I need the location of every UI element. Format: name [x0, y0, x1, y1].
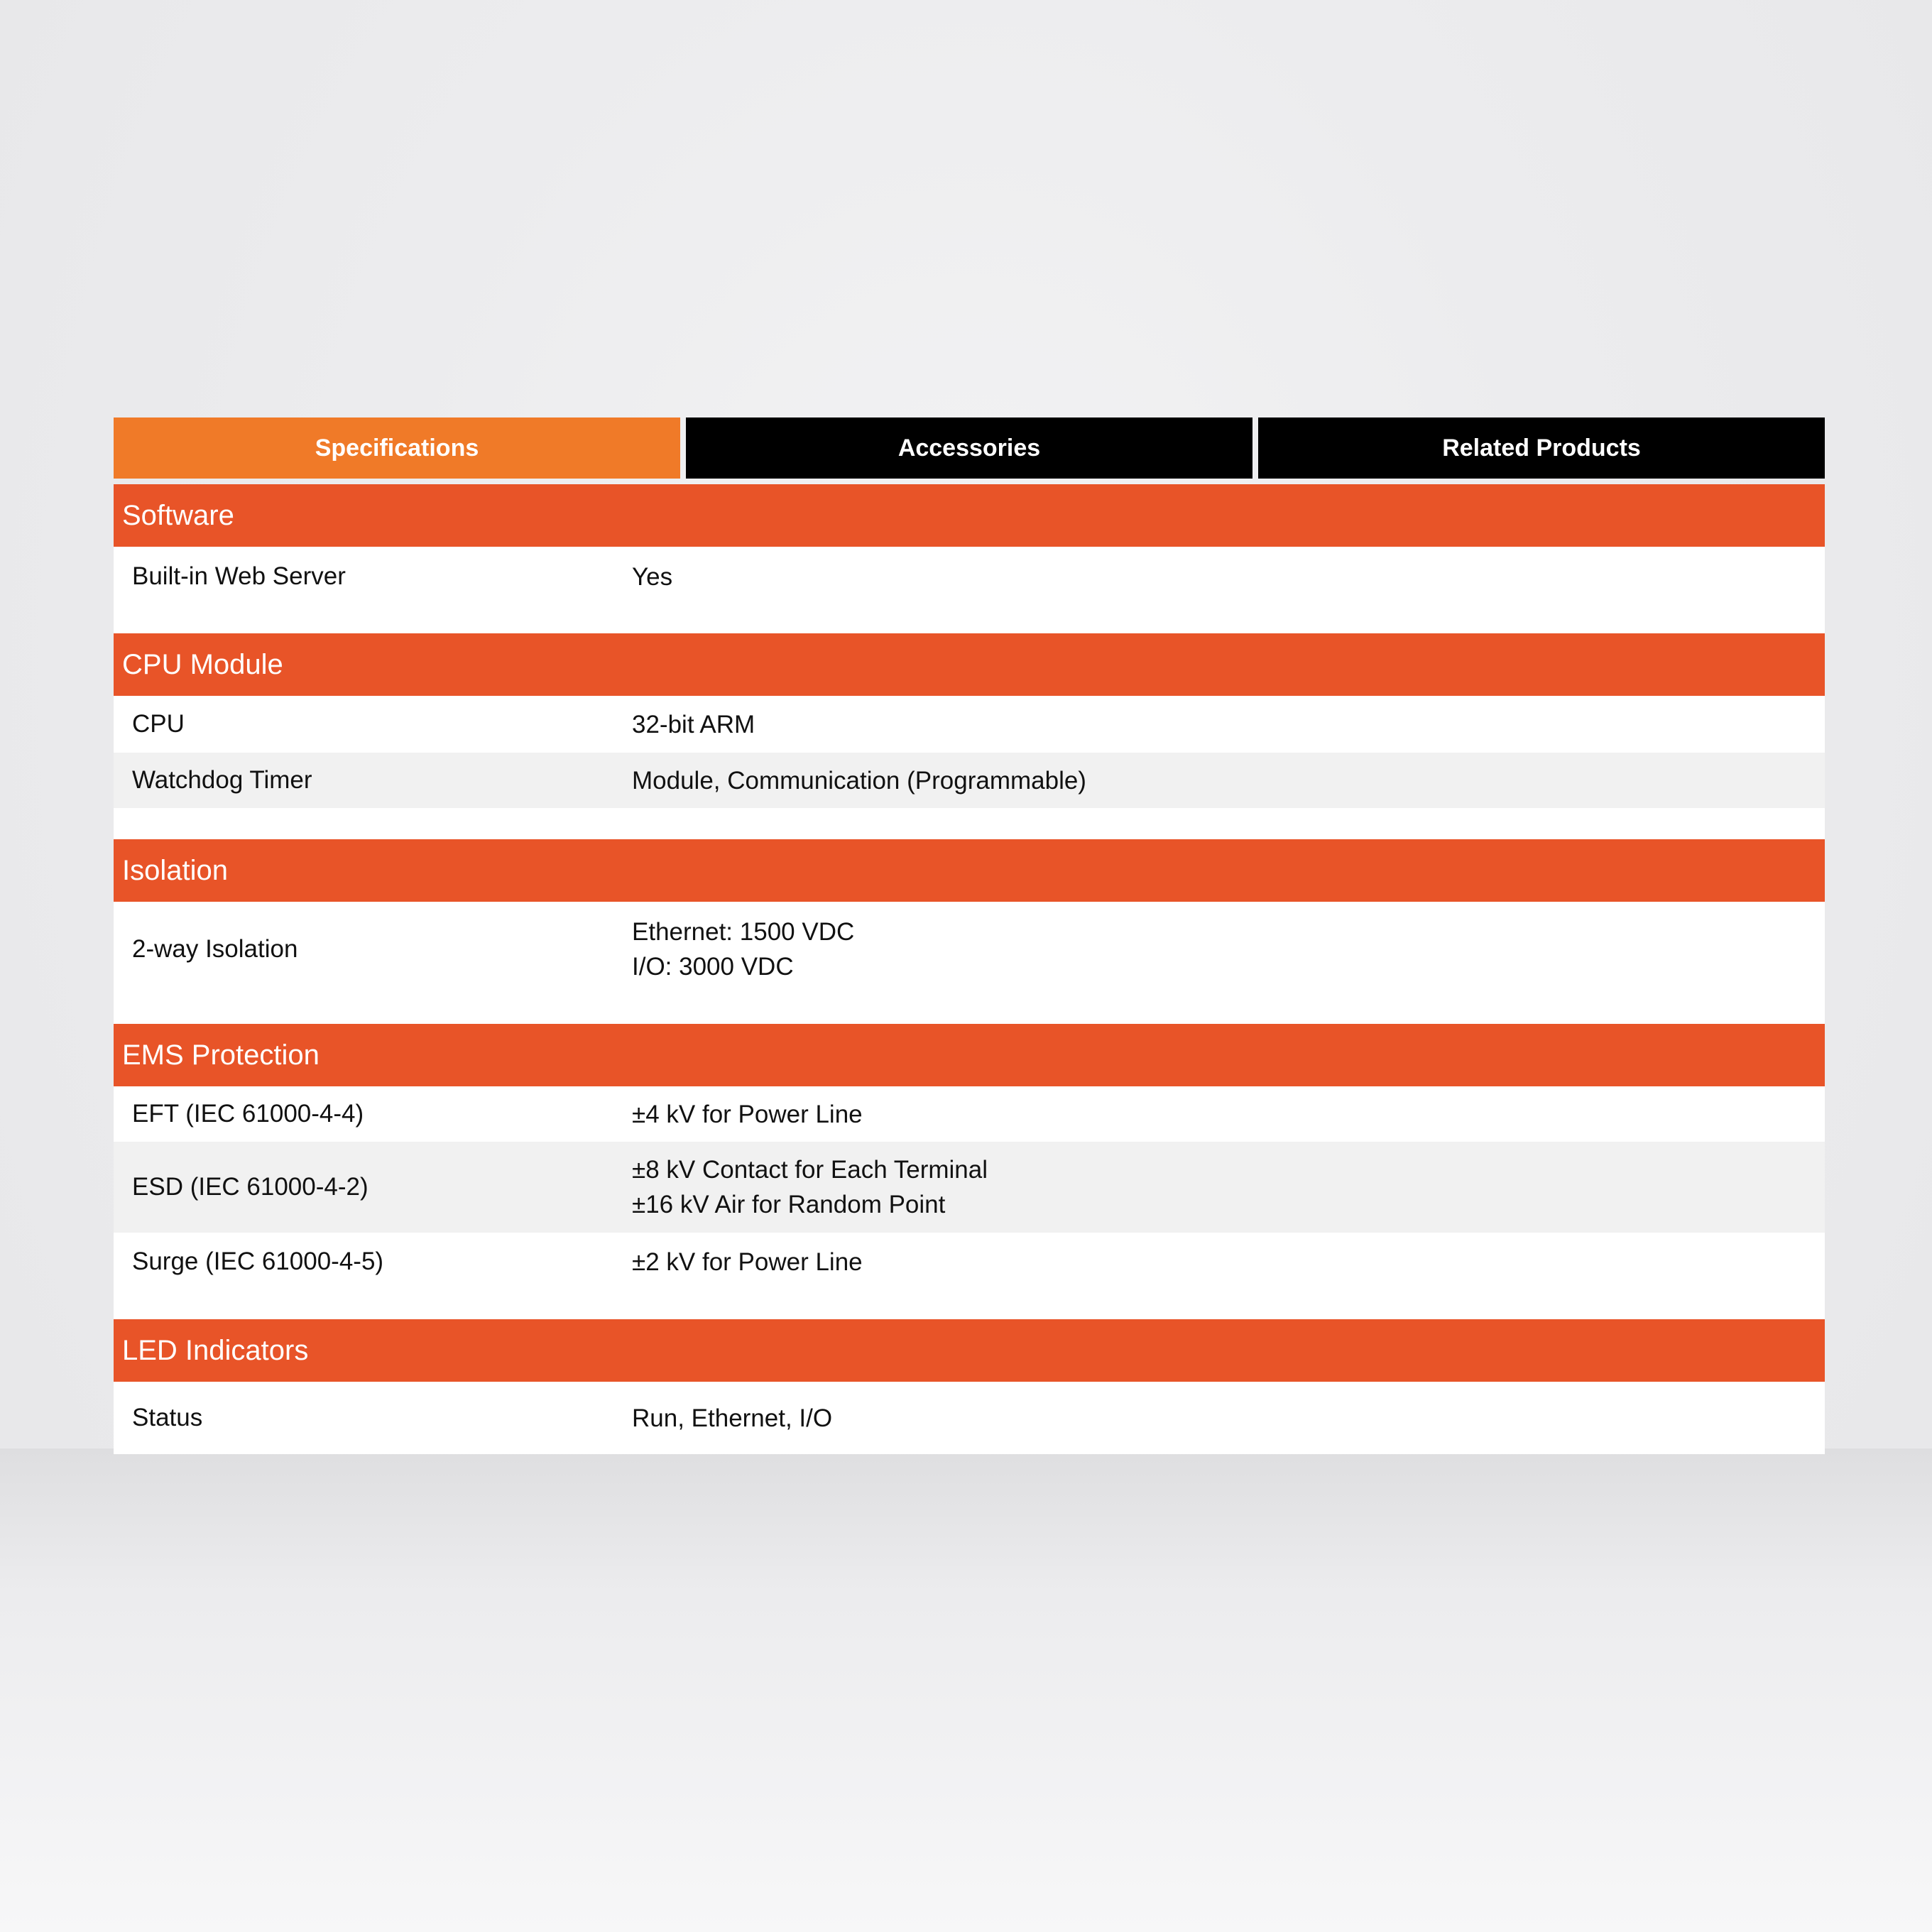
- table-row: [114, 753, 1825, 808]
- table-row: [114, 696, 1825, 753]
- row-label: EFT (IEC 61000-4-4): [132, 1100, 364, 1128]
- section-header-led-indicators: LED Indicators: [114, 1319, 1825, 1382]
- row-value: ±4 kV for Power Line: [632, 1100, 863, 1128]
- background-floor: [0, 1448, 1932, 1932]
- section-header-ems-protection: EMS Protection: [114, 1024, 1825, 1086]
- table-row: [114, 902, 1825, 997]
- row-value: Module, Communication (Programmable): [632, 766, 1086, 795]
- row-value: Run, Ethernet, I/O: [632, 1404, 833, 1432]
- section-spacer: [114, 606, 1825, 633]
- section-header-cpu-module: CPU Module: [114, 633, 1825, 696]
- row-label: 2-way Isolation: [132, 935, 298, 963]
- section-spacer: [114, 1291, 1825, 1319]
- row-value: [632, 915, 1825, 984]
- section-spacer: [114, 808, 1825, 839]
- row-value-line: ±16 kV Air for Random Point: [632, 1191, 946, 1218]
- table-row: [114, 1233, 1825, 1291]
- row-value: Yes: [632, 562, 673, 591]
- row-value-line: I/O: 3000 VDC: [632, 953, 794, 981]
- spec-table: [114, 484, 1825, 1454]
- row-label: Surge (IEC 61000-4-5): [132, 1248, 384, 1275]
- tab-related-products[interactable]: Related Products: [1258, 417, 1825, 479]
- row-value: [632, 1152, 1825, 1222]
- row-label: Watchdog Timer: [132, 766, 312, 794]
- row-value: ±2 kV for Power Line: [632, 1248, 863, 1276]
- tab-accessories[interactable]: Accessories: [686, 417, 1252, 479]
- row-label: CPU: [132, 710, 185, 738]
- tab-bar: [114, 417, 1825, 479]
- row-value-line: Ethernet: 1500 VDC: [632, 918, 855, 946]
- specifications-panel: [114, 417, 1825, 1454]
- section-header-isolation: Isolation: [114, 839, 1825, 902]
- table-row: [114, 1382, 1825, 1454]
- row-label: Built-in Web Server: [132, 562, 346, 590]
- tab-specifications[interactable]: Specifications: [114, 417, 680, 479]
- table-row: [114, 1142, 1825, 1233]
- section-header-software: Software: [114, 484, 1825, 547]
- row-label: ESD (IEC 61000-4-2): [132, 1173, 369, 1201]
- table-row: [114, 547, 1825, 606]
- row-label: Status: [132, 1404, 203, 1431]
- table-row: [114, 1086, 1825, 1142]
- row-value-line: ±8 kV Contact for Each Terminal: [632, 1156, 988, 1184]
- row-value: 32-bit ARM: [632, 710, 755, 738]
- section-spacer: [114, 997, 1825, 1024]
